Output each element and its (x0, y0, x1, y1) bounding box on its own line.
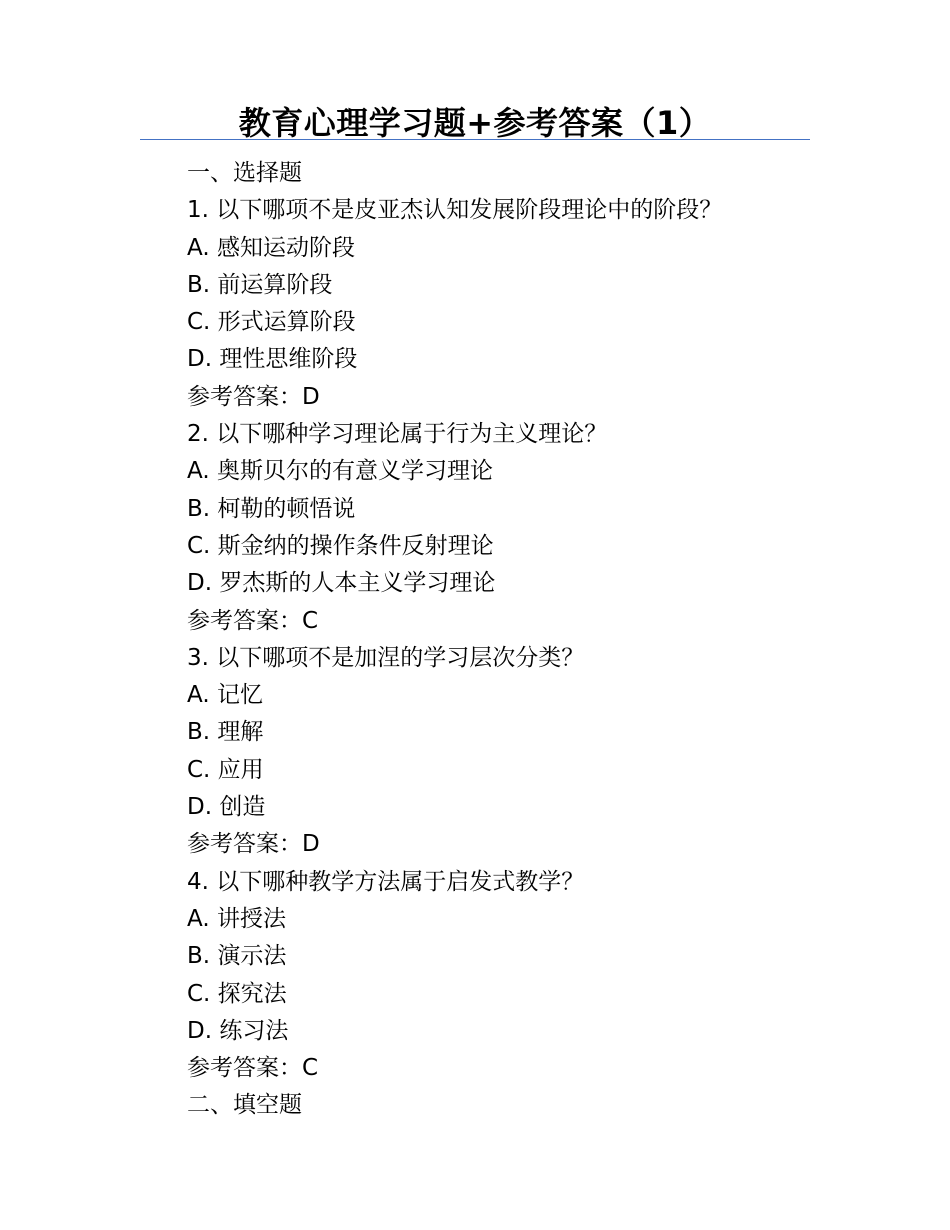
document-body (187, 155, 827, 1125)
question-block-1 (187, 192, 827, 416)
reference-answer: 参考答案：D (187, 383, 320, 410)
reference-answer: 参考答案：D (187, 831, 320, 858)
option-a: A. 奥斯贝尔的有意义学习理论 (187, 458, 493, 485)
option-c: C. 探究法 (187, 980, 287, 1007)
option-d: D. 创造 (187, 794, 266, 821)
question-stem: 2. 以下哪种学习理论属于行为主义理论？ (187, 421, 608, 448)
option-b: B. 演示法 (187, 943, 287, 970)
option-d: D. 理性思维阶段 (187, 346, 358, 373)
option-b: B. 理解 (187, 719, 264, 746)
question-stem: 3. 以下哪项不是加涅的学习层次分类？ (187, 644, 585, 671)
question-block-3 (187, 640, 827, 864)
option-c: C. 应用 (187, 756, 264, 783)
question-stem: 1. 以下哪项不是皮亚杰认知发展阶段理论中的阶段？ (187, 197, 723, 224)
option-a: A. 感知运动阶段 (187, 234, 355, 261)
option-b: B. 柯勒的顿悟说 (187, 495, 356, 522)
option-c: C. 形式运算阶段 (187, 309, 356, 336)
option-d: D. 练习法 (187, 1017, 289, 1044)
option-d: D. 罗杰斯的人本主义学习理论 (187, 570, 496, 597)
option-b: B. 前运算阶段 (187, 271, 333, 298)
option-a: A. 记忆 (187, 682, 263, 709)
option-a: A. 讲授法 (187, 905, 286, 932)
question-block-4 (187, 864, 827, 1088)
question-block-2 (187, 416, 827, 640)
option-c: C. 斯金纳的操作条件反射理论 (187, 532, 494, 559)
document-title: 教育心理学习题+参考答案（1） (238, 104, 712, 142)
reference-answer: 参考答案：C (187, 607, 319, 634)
question-stem: 4. 以下哪种教学方法属于启发式教学？ (187, 868, 585, 895)
title-underline (140, 139, 810, 140)
section-heading-fill: 二、填空题 (187, 1092, 302, 1119)
section-heading-choice: 一、选择题 (187, 160, 302, 186)
reference-answer: 参考答案：C (187, 1055, 319, 1082)
